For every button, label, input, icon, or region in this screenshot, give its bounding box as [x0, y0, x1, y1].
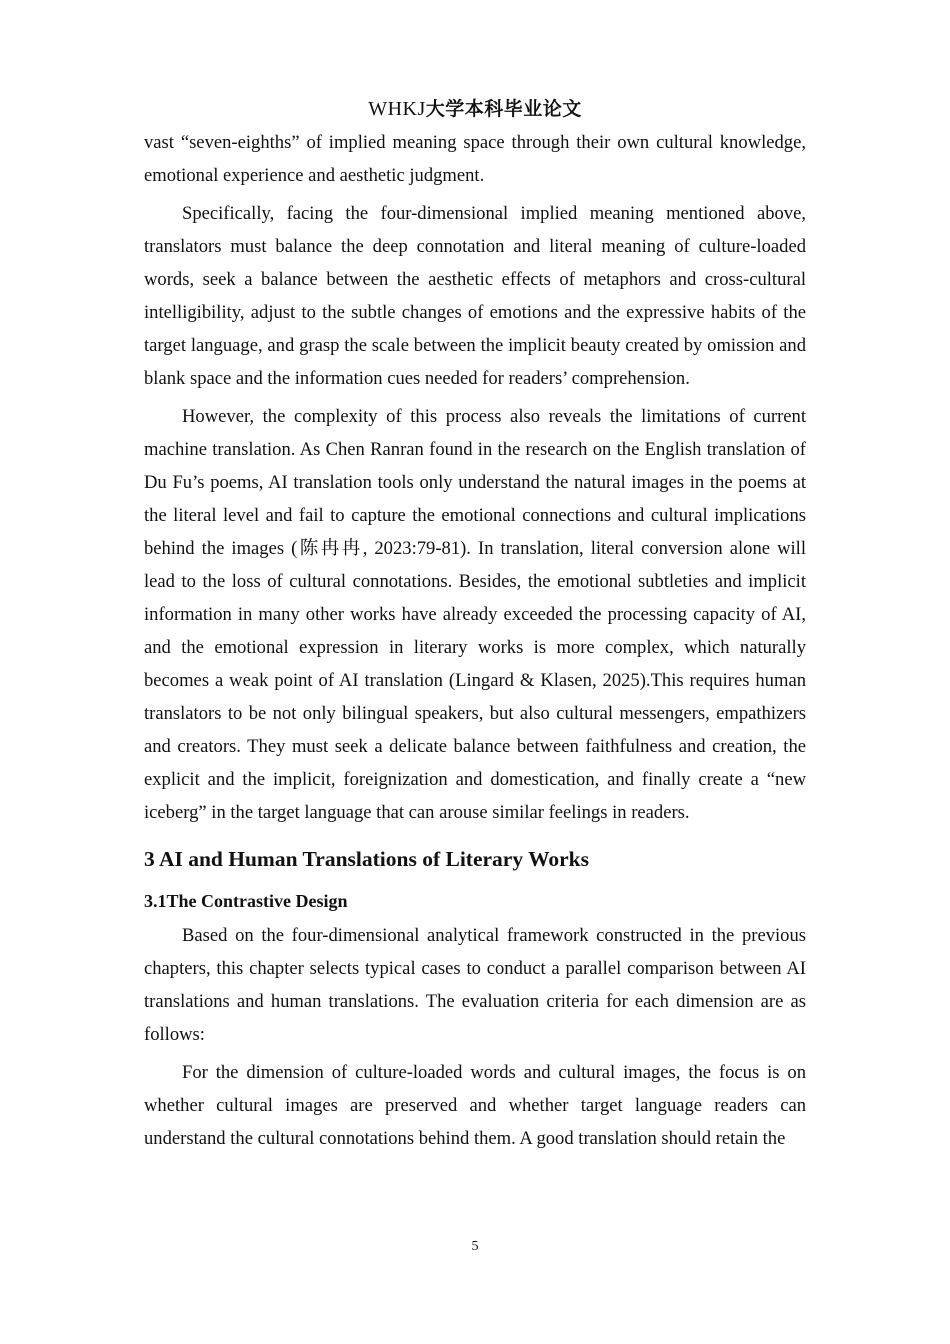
header-latin-text: WHKJ: [368, 98, 426, 120]
paragraph-cultural-dimension: For the dimension of culture-loaded words and cultural images, the focus is on whether cultural images are preserved and whether target language readers can understand the cultural connotations behind them. A good translation should retain the: [144, 1062, 806, 1149]
subsection-heading: 3.1The Contrastive Design: [144, 891, 348, 911]
body-text: [144, 126, 806, 1160]
header-chinese-text: 大学本科毕业论文: [425, 98, 582, 120]
paragraph-translator-balance: Specifically, facing the four-dimensional implied meaning mentioned above, translators must balance the deep connotation and literal meaning of culture-loaded words, seek a balance between the aesthetic effects of metaphors and cross-cultural intelligibility, adjust to the subtle changes of emotions and the expressive habits of the target language, and grasp the scale between the implicit beauty created by omission and blank space and the information cues needed for readers’ comprehension.: [144, 203, 806, 389]
page-number: 5: [471, 1239, 479, 1254]
page-header: [0, 96, 950, 122]
paragraph-continued: vast “seven-eighths” of implied meaning space through their own cultural knowledge, emotional experience and aesthetic judgment.: [144, 132, 806, 186]
section-heading: 3 AI and Human Translations of Literary Works: [144, 847, 590, 871]
paragraph-framework: Based on the four-dimensional analytical framework constructed in the previous chapters, this chapter selects typical cases to conduct a parallel comparison between AI translations and human translations. The evaluation criteria for each dimension are as follows:: [144, 925, 806, 1045]
paragraph-machine-translation-limits: However, the complexity of this process also reveals the limitations of current machine translation. As Chen Ranran found in the research on the English translation of Du Fu’s poems, AI translation tools only understand the natural images in the poems at the literal level and fail to capture the emotional connections and cultural implications behind the images (陈冉冉, 2023:79-81). In translation, literal conversion alone will lead to the loss of cultural connotations. Besides, the emotional subtleties and implicit information in many other works have already exceeded the processing capacity of AI, and the emotional expression in literary works is more complex, which naturally becomes a weak point of AI translation (Lingard & Klasen, 2025).This requires human translators to be not only bilingual speakers, but also cultural messengers, empathizers and creators. They must seek a delicate balance between faithfulness and creation, the explicit and the implicit, foreignization and domestication, and finally create a “new iceberg” in the target language that can arouse similar feelings in readers.: [144, 406, 806, 823]
